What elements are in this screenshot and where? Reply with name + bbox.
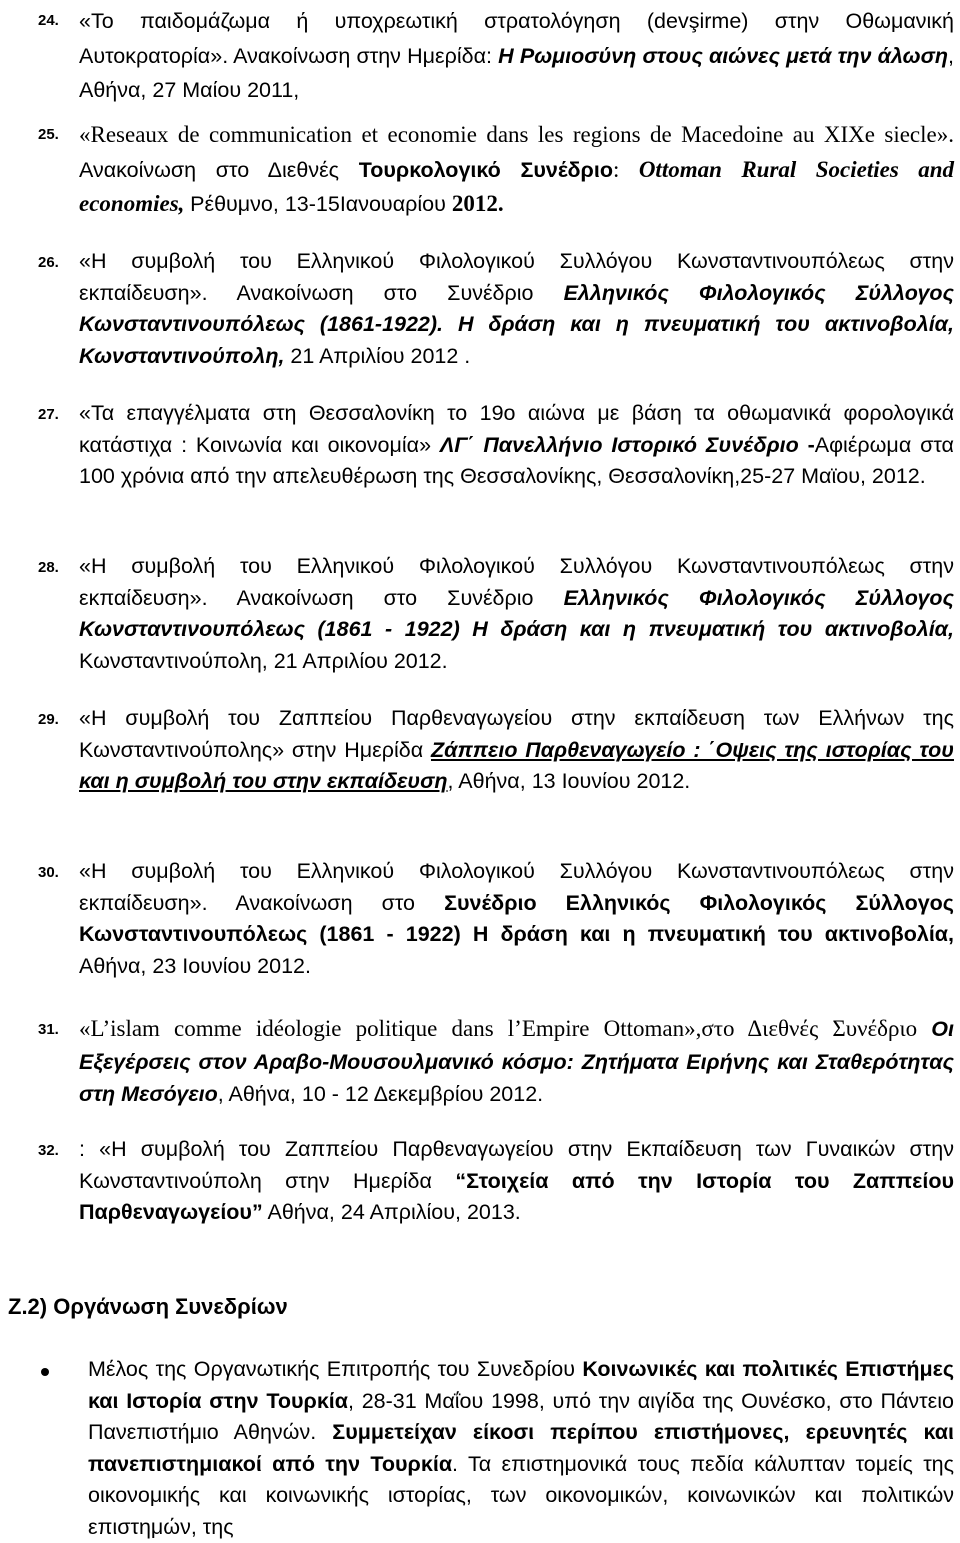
section-heading: Ζ.2) Οργάνωση Συνεδρίων [8, 1294, 288, 1319]
item-text: «Τα επαγγέλματα στη Θεσσαλονίκη το 19ο αιώνα με βάση τα οθωμανικά φορολογικά κατάστιχα : Κοινωνία και οικονομία» ΛΓ΄ Πανελλήνιο Ιστορικό Συνέδριο -Αφιέρωμα στα 100 χρόνια από την απελευθέρωση της Θεσσαλονίκης, Θεσσαλονίκη,25-27 Μαϊου, 2012. [79, 401, 954, 488]
item-number: 27. [38, 406, 59, 423]
bullet-text: Μέλος της Οργανωτικής Επιτροπής του Συνεδρίου Κοινωνικές και πολιτικές Επιστήμες και Ιστορία στην Τουρκία, 28-31 Μαΐου 1998, υπό την αιγίδα της Ουνέσκο, στο Πάντειο Πανεπιστήμιο Αθηνών. Συμμετείχαν είκοσι περίπου επιστήμονες, ερευνητές και πανεπιστημιακοί από την Τουρκία. Τα επιστημονικά τους πεδία κάλυπταν τομείς της οικονομικής και κοινωνικής ιστορίας, των οικονομικών, κοινωνικών και πολιτικών επιστημών, της [88, 1357, 955, 1539]
item-number: 28. [38, 559, 59, 576]
list-item [38, 1013, 954, 1111]
list-item [38, 246, 954, 372]
item-number: 25. [38, 126, 59, 143]
bullet-icon [41, 1368, 49, 1376]
list-item [38, 1134, 954, 1229]
item-number: 29. [38, 711, 59, 728]
item-text: «Η συμβολή του Ζαππείου Παρθεναγωγείου στην εκπαίδευση των Ελλήνων της Κωνσταντινούπολης» στην Ημερίδα Ζάππειο Παρθεναγωγείο : ΄Οψεις της ιστορίας του και η συμβολή του στην εκπαίδευση, Αθήνα, 13 Ιουνίου 2012. [79, 706, 954, 793]
item-number: 26. [38, 254, 59, 271]
item-number: 30. [38, 864, 59, 881]
item-text: «Η συμβολή του Ελληνικού Φιλολογικού Συλλόγου Κωνσταντινουπόλεως στην εκπαίδευση». Ανακοίνωση στο Συνέδριο Ελληνικός Φιλολογικός Σύλλογος Κωνσταντινουπόλεως (1861 - 1922) Η δράση και η πνευματική του ακτινοβολία, Κωνσταντινούπολη, 21 Απριλίου 2012. [79, 554, 954, 673]
item-number: 24. [38, 12, 59, 29]
list-item [38, 398, 954, 493]
item-text: «Το παιδομάζωμα ή υποχρεωτική στρατολόγηση (devşirme) στην Οθωμανική Αυτοκρατορία». Ανακοίνωση στην Ημερίδα: Η Ρωμιοσύνη στους αιώνες μετά την άλωση, Αθήνα, 27 Μαίου 2011, [79, 9, 954, 102]
list-item [38, 4, 954, 108]
bullet-list-item [38, 1354, 954, 1543]
list-item [38, 118, 954, 222]
item-text: «Reseaux de communication et economie dans les regions de Macedoine au XIXe siecle». Ανακοίνωση στο Διεθνές Τουρκολογικό Συνέδριο: Ottoman Rural Societies and economies, Ρέθυμνο, 13-15Ιανουαρίου 2012. [79, 122, 955, 216]
item-number: 32. [38, 1142, 59, 1159]
list-item [38, 551, 954, 677]
list-item [38, 856, 954, 982]
item-number: 31. [38, 1021, 59, 1038]
list-item [38, 703, 954, 798]
item-text: «L’islam comme idéologie politique dans l’Empire Ottoman»,στο Διεθνές Συνέδριο Οι Εξεγέρσεις στον Αραβο-Μουσουλμανικό κόσμο: Ζητήματα Ειρήνης και Σταθερότητας στη Μεσόγειο, Αθήνα, 10 - 12 Δεκεμβρίου 2012. [79, 1016, 954, 1106]
item-text: : «Η συμβολή του Ζαππείου Παρθεναγωγείου στην Εκπαίδευση των Γυναικών στην Κωνσταντινούπολη στην Ημερίδα “Στοιχεία από την Ιστορία του Ζαππείου Παρθεναγωγείου” Αθήνα, 24 Απριλίου, 2013. [79, 1137, 954, 1224]
item-text: «Η συμβολή του Ελληνικού Φιλολογικού Συλλόγου Κωνσταντινουπόλεως στην εκπαίδευση». Ανακοίνωση στο Συνέδριο Ελληνικός Φιλολογικός Σύλλογος Κωνσταντινουπόλεως (1861 - 1922) Η δράση και η πνευματική του ακτινοβολία, Αθήνα, 23 Ιουνίου 2012. [79, 859, 954, 978]
item-text: «Η συμβολή του Ελληνικού Φιλολογικού Συλλόγου Κωνσταντινουπόλεως στην εκπαίδευση». Ανακοίνωση στο Συνέδριο Ελληνικός Φιλολογικός Σύλλογος Κωνσταντινουπόλεως (1861-1922). Η δράση και η πνευματική του ακτινοβολία, Κωνσταντινούπολη, 21 Απριλίου 2012 . [79, 249, 954, 368]
